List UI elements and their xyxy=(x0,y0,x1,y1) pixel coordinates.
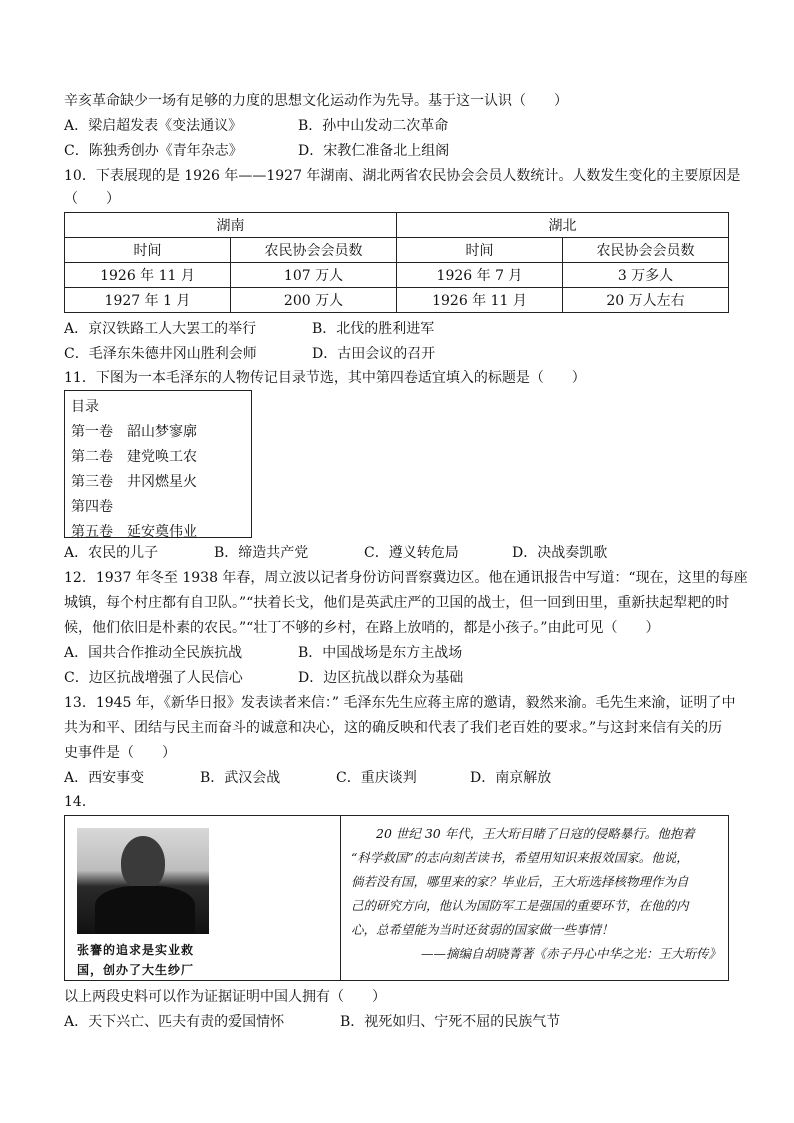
q11-option-d: D．决战奏凯歌 xyxy=(512,545,608,561)
toc-item xyxy=(71,445,245,470)
q10-option-c: C．毛泽东朱德井冈山胜利会师 xyxy=(64,346,257,362)
quoted-passage xyxy=(351,822,721,966)
q11-option-c: C．遵义转危局 xyxy=(364,545,459,561)
toc-volume: 第二卷 xyxy=(71,449,113,465)
column-divider xyxy=(340,816,341,980)
q14-material-box xyxy=(64,815,729,981)
table-row xyxy=(65,288,729,313)
q12-stem-line2: 城镇，每个村庄都有自卫队。”“扶着长戈，他们是英武庄严的卫国的战士，但一回到田里，重新扶起犁耙的时 xyxy=(64,595,730,611)
toc-item xyxy=(71,520,245,545)
toc-volume: 第四卷 xyxy=(71,499,113,515)
passage-source: ——摘编自胡晓菁著《赤子丹心中华之光：王大珩传》 xyxy=(420,946,721,961)
q13-option-b: B．武汉会战 xyxy=(200,770,281,786)
q9-option-c: C．陈独秀创办《青年杂志》 xyxy=(64,143,243,159)
table-cell: 107 万人 xyxy=(231,263,397,288)
caption-line: 国，创办了大生纱厂 xyxy=(77,963,195,977)
photo-caption xyxy=(77,940,327,980)
column-header-members: 农民协会会员数 xyxy=(563,238,729,263)
q10-option-d: D．古田会议的召开 xyxy=(312,346,436,362)
table-cell: 1926 年 7 月 xyxy=(397,263,563,288)
column-header-time: 时间 xyxy=(65,238,231,263)
table-header-row xyxy=(65,213,729,238)
q13-stem-line1: 13．1945 年，《新华日报》发表读者来信：” 毛泽东先生应蒋主席的邀请，毅然来渝。毛先生来渝，证明了中 xyxy=(64,695,736,711)
toc-volume-title: 延安奠伟业 xyxy=(127,524,197,540)
table-cell: 200 万人 xyxy=(231,288,397,313)
q14-number: 14． xyxy=(64,794,96,810)
q13-option-c: C．重庆谈判 xyxy=(336,770,417,786)
toc-item xyxy=(71,495,245,520)
q14-option-a: A．天下兴亡、匹夫有责的爱国情怀 xyxy=(64,1014,285,1030)
q10-stem-line1: 10．下表展现的是 1926 年——1927 年湖南、湖北两省农民协会会员人数统计。人数发生变化的主要原因是 xyxy=(64,168,741,184)
q13-option-d: D．南京解放 xyxy=(470,770,552,786)
table-cell: 1926 年 11 月 xyxy=(65,263,231,288)
table-cell: 20 万人左右 xyxy=(563,288,729,313)
caption-line: 张謇的追求是实业救 xyxy=(77,943,195,957)
q9-option-d: D．宋教仁准备北上组阁 xyxy=(298,143,450,159)
toc-volume: 第五卷 xyxy=(71,524,113,540)
toc-volume: 第一卷 xyxy=(71,424,113,440)
toc-title: 目录 xyxy=(71,399,99,415)
q13-option-a: A．西安事变 xyxy=(64,770,145,786)
q12-stem-line1: 12．1937 年冬至 1938 年春，周立波以记者身份访问晋察冀边区。他在通讯报告中写道：“现在，这里的每座 xyxy=(64,570,748,586)
table-cell: 1927 年 1 月 xyxy=(65,288,231,313)
q10-option-b: B．北伐的胜利进军 xyxy=(312,321,435,337)
passage-line: 己的研究方向，他认为国防军工是强国的重要环节，在他的内 xyxy=(351,898,689,913)
q11-option-a: A．农民的儿子 xyxy=(64,545,159,561)
passage-line: 20 世纪 30 年代，王大珩目睹了日寇的侵略暴行。他抱着 xyxy=(351,826,695,841)
region-hunan: 湖南 xyxy=(65,213,397,238)
toc-volume-title: 井冈燃星火 xyxy=(127,474,197,490)
q9-option-a: A．梁启超发表《变法通议》 xyxy=(64,118,243,134)
table-header-row xyxy=(65,238,729,263)
q10-table xyxy=(64,212,729,313)
q13-stem-line2: 共为和平、团结与民主而奋斗的诚意和决心，这的确反映和代表了我们老百姓的要求。”与这封来信有关的历 xyxy=(64,720,723,736)
column-header-time: 时间 xyxy=(397,238,563,263)
toc-volume: 第三卷 xyxy=(71,474,113,490)
q12-option-d: D．边区抗战以群众为基础 xyxy=(298,670,464,686)
portrait-photo xyxy=(77,828,209,934)
q13-stem-line3: 史事件是（ ） xyxy=(64,745,176,761)
q12-option-b: B．中国战场是东方主战场 xyxy=(298,645,463,661)
table-row xyxy=(65,263,729,288)
passage-line: “科学救国”的志向刻苦读书，希望用知识来报效国家。他说， xyxy=(351,850,689,865)
q9-option-b: B．孙中山发动二次革命 xyxy=(298,118,449,134)
passage-line: 倘若没有国，哪里来的家？毕业后，王大珩选择核物理作为自 xyxy=(351,874,689,889)
q12-option-a: A．国共合作推动全民族抗战 xyxy=(64,645,243,661)
q12-option-c: C．边区抗战增强了人民信心 xyxy=(64,670,243,686)
q11-option-b: B．缔造共产党 xyxy=(214,545,309,561)
table-of-contents xyxy=(64,390,252,538)
toc-item xyxy=(71,420,245,445)
toc-volume-title: 建党唤工农 xyxy=(127,449,197,465)
q9-stem: 辛亥革命缺少一场有足够的力度的思想文化运动作为先导。基于这一认识（ ） xyxy=(64,93,568,109)
q10-option-a: A．京汉铁路工人大罢工的举行 xyxy=(64,321,257,337)
region-hubei: 湖北 xyxy=(397,213,729,238)
q14-option-b: B．视死如归、宁死不屈的民族气节 xyxy=(340,1014,561,1030)
table-cell: 3 万多人 xyxy=(563,263,729,288)
q10-stem-line2: （ ） xyxy=(64,191,120,207)
toc-item xyxy=(71,470,245,495)
q14-stem: 以上两段史料可以作为证据证明中国人拥有（ ） xyxy=(64,989,386,1005)
column-header-members: 农民协会会员数 xyxy=(231,238,397,263)
toc-volume-title: 韶山梦寥廓 xyxy=(127,424,197,440)
table-cell: 1926 年 11 月 xyxy=(397,288,563,313)
passage-line: 心，总希望能为当时还贫弱的国家做一些事情！ xyxy=(351,922,614,937)
q12-stem-line3: 候，他们依旧是朴素的农民。”“壮丁不够的乡村，在路上放哨的，都是小孩子。”由此可见（ ） xyxy=(64,620,660,636)
q11-stem: 11．下图为一本毛泽东的人物传记目录节选，其中第四卷适宜填入的标题是（ ） xyxy=(64,370,586,386)
